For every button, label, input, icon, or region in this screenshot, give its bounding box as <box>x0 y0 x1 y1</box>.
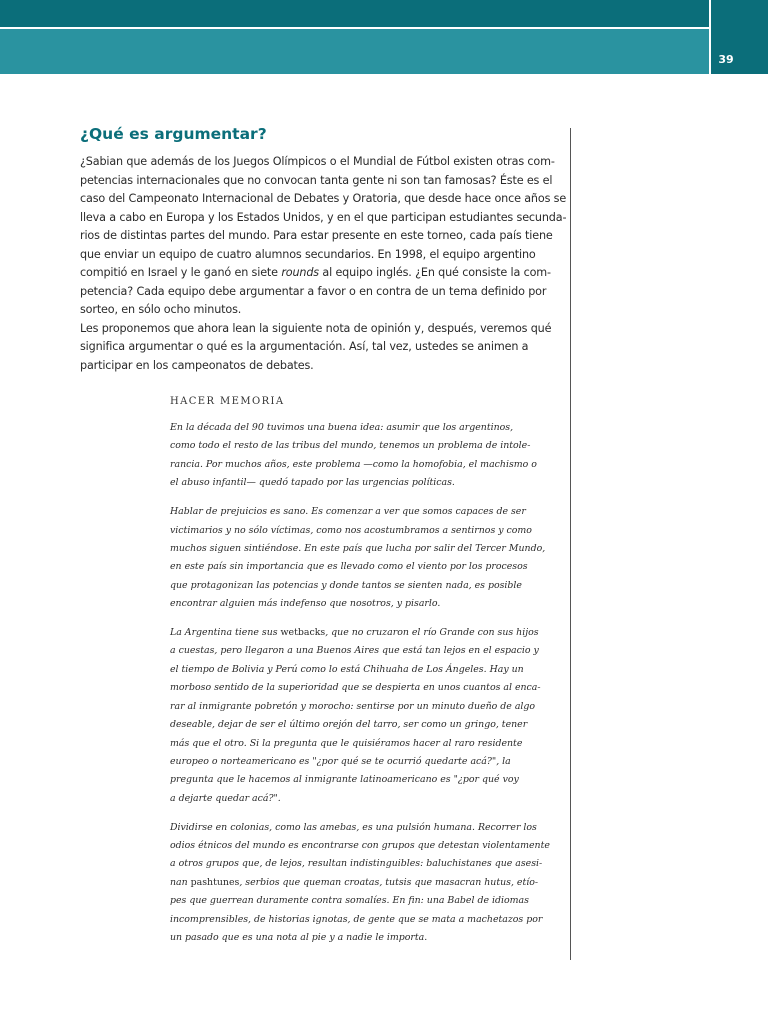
quote-line: La Argentina tiene sus wetbacks, que no cruzaron el río Grande con sus hijos <box>170 627 539 639</box>
quote-line: el abuso infantil— quedó tapado por las urgencias políticas. <box>170 477 455 489</box>
quote-line: En la década del 90 tuvimos una buena idea: asumir que los argentinos, <box>170 422 514 433</box>
intro-line: sorteo, en sólo ocho minutos. <box>80 303 242 316</box>
quote-line: nan pashtunes, serbios que queman croatas, tutsis que masacran hutus, etío- <box>170 876 539 888</box>
quote-line: muchos siguen sintiéndose. En este país que lucha por salir del Tercer Mundo, <box>170 542 546 554</box>
intro-line: significa argumentar o qué es la argumentación. Así, tal vez, ustedes se animen a <box>80 340 529 353</box>
quote-line: pes que guerrean duramente contra somalíes. En fin: una Babel de idiomas <box>170 895 529 907</box>
quote-line: pregunta que le hacemos al inmigrante latinoamericano es "¿por qué voy <box>170 774 519 786</box>
quote-line: más que el otro. Si la pregunta que le quisiéramos hacer al raro residente <box>170 737 523 749</box>
quote-line: incomprensibles, de historias ignotas, de gente que se mata a machetazos por <box>170 913 543 925</box>
header-band-dark-strip <box>0 0 768 27</box>
header-band-divider <box>0 27 768 29</box>
quote-line: rar al inmigrante pobretón y morocho: sentirse por un minuto dueño de algo <box>170 700 536 712</box>
intro-line: caso del Campeonato Internacional de Debates y Oratoria, que desde hace once años se <box>80 192 567 205</box>
section-title: ¿Qué es argumentar? <box>80 125 267 143</box>
quote-line: morboso sentido de la superioridad que se despierta en unos cuantos al enca- <box>170 682 541 694</box>
margin-rule <box>570 128 571 960</box>
upright-term: wetbacks <box>280 627 326 639</box>
quote-paragraph <box>170 419 550 493</box>
quote-line: odios étnicos del mundo es encontrarse con grupos que detestan violentamente <box>170 840 550 852</box>
intro-text <box>80 153 567 375</box>
intro-line: rios de distintas partes del mundo. Para estar presente en este torneo, cada país tiene <box>80 229 553 242</box>
quote-line: Dividirse en colonias, como las amebas, es una pulsión humana. Recorrer los <box>170 821 537 833</box>
quote-line: a cuestas, pero llegaron a una Buenos Aires que está tan lejos en el espacio y <box>170 645 539 657</box>
quote-line: Hablar de prejuicios es sano. Es comenzar a ver que somos capaces de ser <box>170 506 526 518</box>
quote-paragraph <box>170 819 550 948</box>
intro-line: participar en los campeonatos de debates. <box>80 358 314 372</box>
opinion-quote <box>170 419 550 958</box>
quote-line: deseable, dejar de ser el último orejón del tarro, ser como un gringo, tener <box>170 719 528 731</box>
page-number: 39 <box>718 53 734 66</box>
quote-line: en este país sin importancia que es llevado como el viento por los procesos <box>170 561 528 573</box>
memoria-label: HACER MEMORIA <box>170 396 285 407</box>
quote-line: como todo el resto de las tribus del mundo, tenemos un problema de intole- <box>170 440 531 452</box>
quote-line: que protagonizan las potencias y donde tantos se sienten nada, es posible <box>170 579 522 591</box>
quote-line: el tiempo de Bolivia y Perú como lo está Chihuaha de Los Ángeles. Hay un <box>170 663 524 675</box>
intro-line: Les proponemos que ahora lean la siguiente nota de opinión y, después, veremos qué <box>80 321 552 335</box>
quote-line: a dejarte quedar acá?". <box>170 792 281 804</box>
quote-line: europeo o norteamericano es "¿por qué se te ocurrió quedarte acá?", la <box>170 755 511 767</box>
header-band <box>0 0 768 74</box>
intro-line: compitió en Israel y le ganó en siete rounds al equipo inglés. ¿En qué consiste la com- <box>80 266 551 279</box>
upright-term: pashtunes <box>190 876 240 888</box>
intro-line: petencia? Cada equipo debe argumentar a favor o en contra de un tema definido por <box>80 284 547 298</box>
intro-line: lleva a cabo en Europa y los Estados Unidos, y en el que participan estudiantes secunda- <box>80 210 567 224</box>
intro-line: ¿Sabian que además de los Juegos Olímpicos o el Mundial de Fútbol existen otras com- <box>80 155 555 168</box>
intro-line: petencias internacionales que no convocan tanta gente ni son tan famosas? Éste es el <box>80 173 553 187</box>
quote-line: encontrar alguien más indefenso que nosotros, y pisarlo. <box>170 598 441 610</box>
quote-paragraph <box>170 503 550 613</box>
emphasis-term: rounds <box>281 266 319 279</box>
intro-line: que enviar un equipo de cuatro alumnos secundarios. En 1998, el equipo argentino <box>80 247 536 261</box>
quote-paragraph <box>170 624 550 808</box>
quote-line: a otros grupos que, de lejos, resultan indistinguibles: baluchistanes que asesi- <box>170 858 543 870</box>
quote-line: victimarios y no sólo víctimas, como nos acostumbramos a sentirnos y como <box>170 524 532 536</box>
quote-line: rancia. Por muchos años, este problema —como la homofobia, el machismo o <box>170 458 537 470</box>
quote-line: un pasado que es una nota al pie y a nadie le importa. <box>170 932 428 944</box>
